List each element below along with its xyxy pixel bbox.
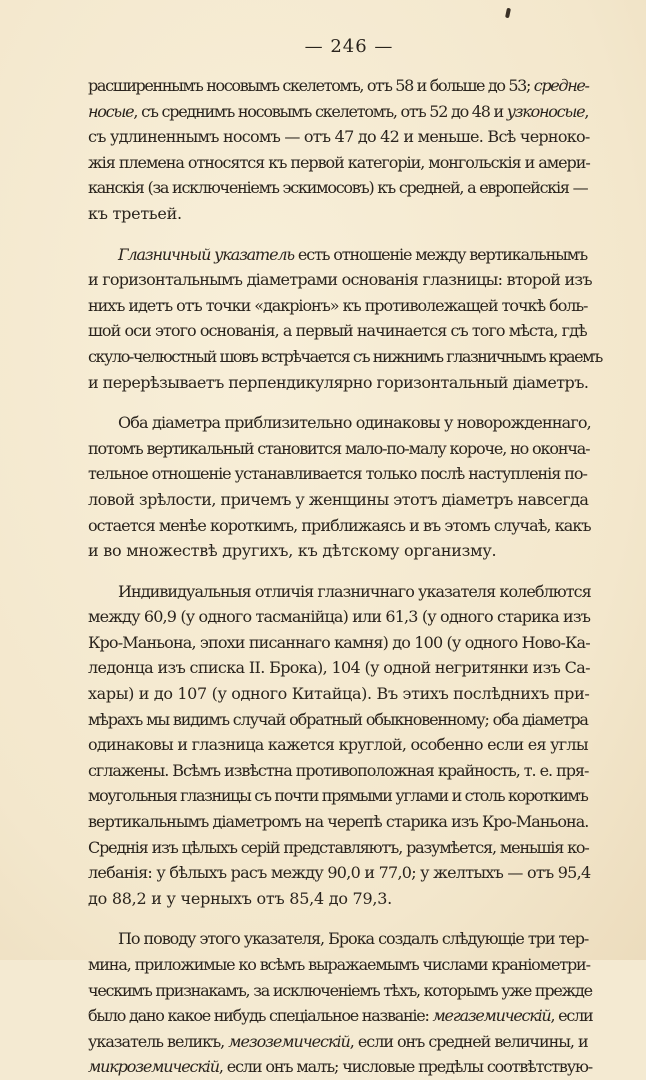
text-segment: хары) и до 107 (у одного Китайца). Въ этихъ послѣднихъ при- bbox=[88, 684, 590, 704]
text-line bbox=[88, 579, 592, 605]
text-line bbox=[88, 809, 592, 835]
text-segment: есть отношеніе между вертикальнымъ bbox=[294, 244, 588, 264]
text-segment: остается менѣе короткимъ, приближаясь и въ этомъ случаѣ, какъ bbox=[88, 515, 591, 535]
text-line bbox=[88, 1054, 592, 1080]
text-segment: Оба діаметра приблизительно одинаковы у новорожденнаго, bbox=[118, 413, 591, 433]
text-segment: и горизонтальнымъ діаметрами основанія глазницы: второй изъ bbox=[88, 270, 592, 290]
text-segment: ческимъ признакамъ, за исключеніемъ тѣхъ, которымъ уже прежде bbox=[88, 980, 592, 1000]
text-segment: ловой зрѣлости, причемъ у женщины этотъ діаметръ навсегда bbox=[88, 489, 589, 509]
text-line bbox=[88, 318, 592, 344]
italic-term: микроземическій bbox=[88, 1057, 219, 1077]
text-line bbox=[88, 124, 592, 150]
text-segment: и перерѣзываетъ перпендикулярно горизонтальный діаметръ. bbox=[88, 372, 589, 392]
text-segment: жія племена относятся къ первой категоріи, монгольскія и амери- bbox=[88, 152, 590, 172]
text-line bbox=[88, 201, 592, 227]
text-segment: тельное отношеніе устанавливается только послѣ наступленія по- bbox=[88, 464, 587, 484]
text-line bbox=[88, 783, 592, 809]
italic-term: узконосые bbox=[506, 101, 585, 121]
text-segment: къ третьей. bbox=[88, 203, 182, 223]
text-segment: Среднія изъ цѣлыхъ серій представляютъ, разумѣется, меньшія ко- bbox=[88, 837, 589, 857]
text-line bbox=[88, 732, 592, 758]
text-segment: , съ среднимъ носовымъ скелетомъ, отъ 52 до 48 и bbox=[133, 101, 507, 121]
text-segment: потомъ вертикальный становится мало-по-малу короче, но оконча- bbox=[88, 438, 590, 458]
italic-term: средне- bbox=[533, 76, 589, 95]
text-line bbox=[88, 513, 592, 539]
text-segment: моугольныя глазницы съ почти прямыми углами и столь короткимъ bbox=[88, 786, 588, 806]
text-body bbox=[88, 73, 602, 1080]
text-line bbox=[88, 835, 592, 861]
text-line bbox=[88, 344, 602, 370]
text-segment: до 88,2 и у черныхъ отъ 85,4 до 79,3. bbox=[88, 888, 392, 908]
text-segment: одинаковы и глазница кажется круглой, особенно если ея углы bbox=[88, 735, 588, 755]
text-segment: сглажены. Всѣмъ извѣстна противоположная крайность, т. е. пря- bbox=[88, 760, 589, 780]
text-segment: нихъ идетъ отъ точки «дакріонъ» къ противолежащей точкѣ боль- bbox=[88, 295, 588, 315]
text-line bbox=[88, 487, 592, 513]
page-number: — 246 — bbox=[304, 36, 394, 57]
italic-term: мезоземическій bbox=[228, 1031, 350, 1051]
text-line bbox=[88, 655, 592, 681]
text-line bbox=[88, 758, 592, 784]
text-line bbox=[88, 175, 592, 201]
text-line bbox=[88, 1003, 592, 1029]
text-line bbox=[88, 860, 592, 886]
paragraph bbox=[88, 579, 592, 912]
text-segment: мина, приложимые ко всѣмъ выражаемымъ числами краніометри- bbox=[88, 955, 590, 974]
text-segment: ледонца изъ списка II. Брока), 104 (у одной негритянки изъ Са- bbox=[88, 658, 590, 678]
text-segment: , bbox=[584, 101, 589, 121]
text-line bbox=[88, 538, 592, 564]
text-segment: лебанія: у бѣлыхъ расъ между 90,0 и 77,0; у желтыхъ — отъ 95,4 bbox=[88, 863, 591, 883]
text-line bbox=[88, 978, 592, 1004]
paragraph bbox=[88, 926, 592, 1080]
text-segment: съ удлиненнымъ носомъ — отъ 47 до 42 и меньше. Всѣ черноко- bbox=[88, 127, 590, 147]
text-segment: между 60,9 (у одного тасманійца) или 61,3 (у одного старика изъ bbox=[88, 607, 591, 627]
text-segment: вертикальнымъ діаметромъ на черепѣ старика изъ Кро-Маньона. bbox=[88, 812, 589, 832]
text-line bbox=[88, 952, 592, 978]
text-line bbox=[88, 604, 592, 630]
text-segment: канскія (за исключеніемъ эскимосовъ) къ средней, а европейскія — bbox=[88, 178, 588, 198]
text-line bbox=[88, 681, 592, 707]
text-line bbox=[88, 370, 592, 396]
text-line bbox=[88, 707, 592, 733]
italic-term: мегаземическій bbox=[432, 1006, 551, 1026]
italic-term: Глазничный указатель bbox=[118, 244, 294, 264]
text-segment: было дано какое нибудь спеціальное названіе: bbox=[88, 1006, 433, 1026]
paragraph bbox=[88, 73, 592, 227]
text-line bbox=[88, 461, 592, 487]
text-segment: мѣрахъ мы видимъ случай обратный обыкновенному; оба діаметра bbox=[88, 709, 588, 729]
text-segment: шой оси этого основанія, а первый начинается съ того мѣста, гдѣ bbox=[88, 321, 587, 341]
text-line bbox=[88, 630, 592, 656]
text-line bbox=[88, 410, 592, 436]
text-line bbox=[88, 926, 592, 952]
text-segment: , если онъ малъ; числовые предѣлы соотвѣтствую- bbox=[218, 1057, 593, 1077]
italic-term: носые bbox=[88, 101, 134, 121]
paragraph bbox=[88, 410, 592, 564]
text-line bbox=[88, 267, 592, 293]
text-segment: , если онъ средней величины, и bbox=[349, 1031, 588, 1051]
text-line bbox=[88, 73, 592, 99]
text-line bbox=[88, 242, 592, 268]
text-line bbox=[88, 99, 592, 125]
ink-mark bbox=[505, 8, 511, 19]
text-segment: , если bbox=[550, 1006, 593, 1026]
text-line bbox=[88, 1029, 592, 1055]
text-segment: Индивидуальныя отличія глазничнаго указателя колеблются bbox=[118, 581, 591, 601]
text-line bbox=[88, 886, 592, 912]
text-line bbox=[88, 150, 592, 176]
text-segment: Кро-Маньона, эпохи писаннаго камня) до 100 (у одного Ново-Ка- bbox=[88, 632, 590, 652]
text-line bbox=[88, 293, 592, 319]
text-line bbox=[88, 436, 592, 462]
text-segment: указатель великъ, bbox=[88, 1031, 229, 1051]
text-segment: расширеннымъ носовымъ скелетомъ, отъ 58 и больше до 53; bbox=[88, 76, 534, 95]
text-segment: и во множествѣ другихъ, къ дѣтскому организму. bbox=[88, 541, 497, 561]
paragraph bbox=[88, 242, 602, 396]
text-segment: По поводу этого указателя, Брока создалъ слѣдующіе три тер- bbox=[118, 929, 589, 949]
text-segment: скуло-челюстный шовъ встрѣчается съ нижнимъ глазничнымъ краемъ bbox=[88, 346, 602, 366]
